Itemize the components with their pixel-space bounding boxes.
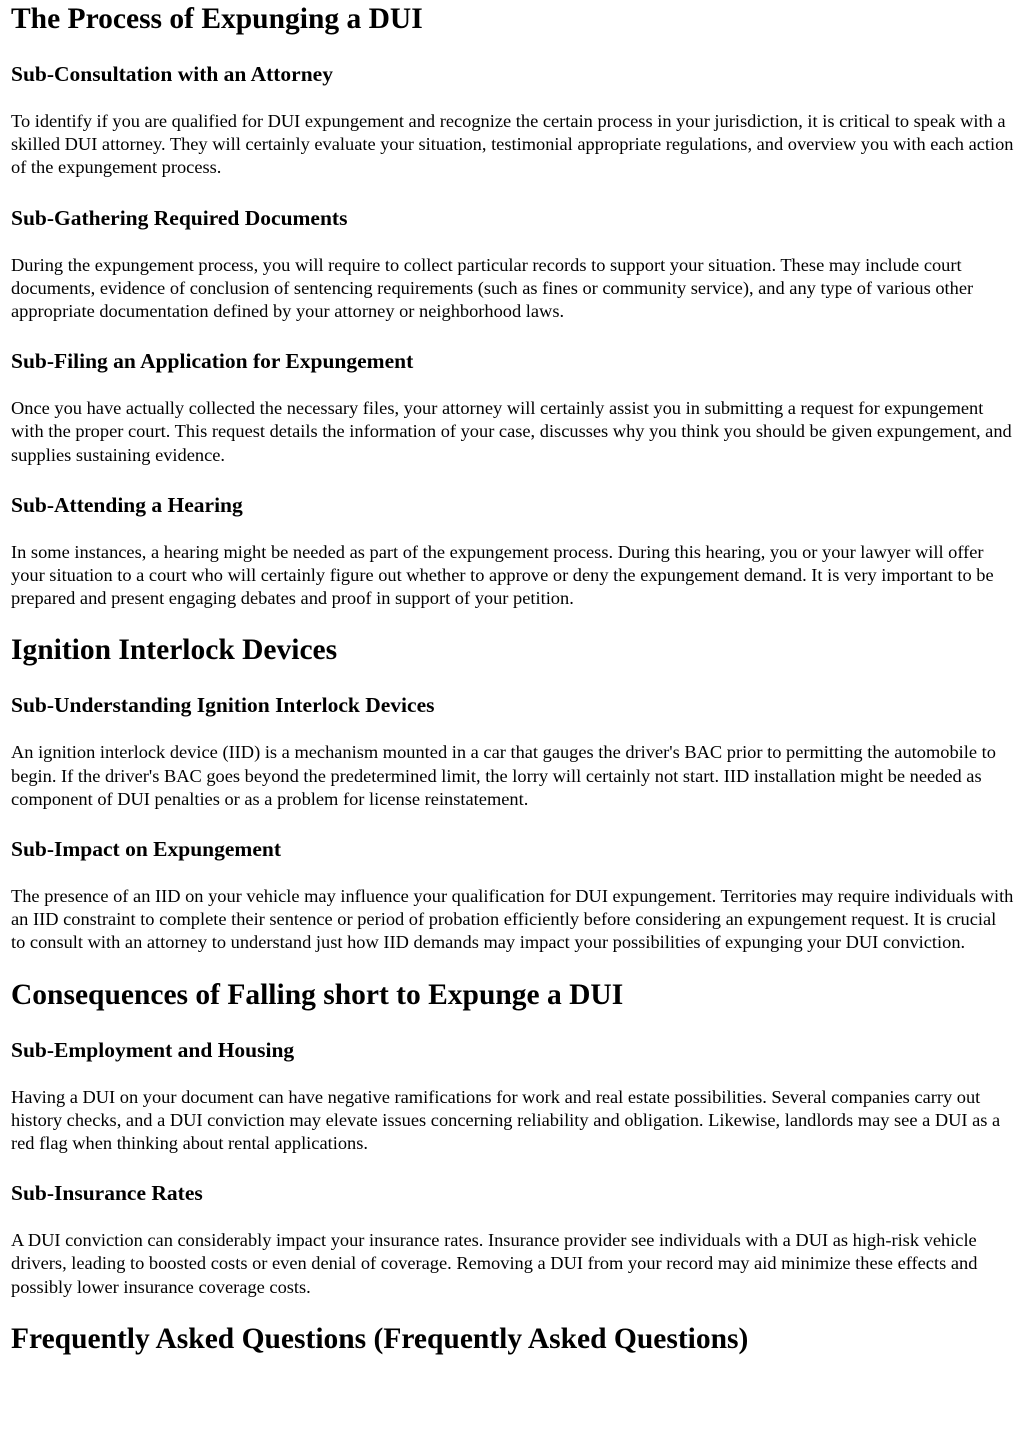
paragraph-filing-application: Once you have actually collected the necessary files, your attorney will certainly assist you in submitting a request for expungement with the proper court. This request details the information of your case, discusses why you think you should be given expungement, and supplies sustaining evidence. — [11, 398, 1012, 465]
paragraph-impact-expungement: The presence of an IID on your vehicle may influence your qualification for DUI expungement. Territories may require individuals with an IID constraint to complete their sentence or period of probation efficiently before considering an expungement request. It is crucial to consult with an attorney to understand just how IID demands may impact your possibilities of expunging your DUI conviction. — [11, 886, 1014, 953]
subheading-understanding-iid: Sub-Understanding Ignition Interlock Devices — [11, 693, 435, 718]
paragraph-gathering-documents: During the expungement process, you will require to collect particular records to support your situation. These may include court documents, evidence of conclusion of sentencing requirements (such as fines or community service), and any type of various other appropriate documentation defined by your attorney or neighborhood laws. — [11, 254, 974, 322]
article — [0, 1, 1024, 1357]
section-title-consequences: Consequences of Falling short to Expunge a DUI — [11, 978, 624, 1011]
subheading-impact-expungement: Sub-Impact on Expungement — [11, 837, 281, 862]
subheading-gathering-documents: Sub-Gathering Required Documents — [11, 205, 348, 230]
paragraph-understanding-iid: An ignition interlock device (IID) is a mechanism mounted in a car that gauges the driver's BAC prior to permitting the automobile to begin. If the driver's BAC goes beyond the predetermined limit, the lorry will certainly not start. IID installation might be needed as component of DUI penalties or as a problem for license reinstatement. — [11, 742, 996, 809]
subheading-insurance-rates: Sub-Insurance Rates — [11, 1181, 203, 1206]
section-title-faq: Frequently Asked Questions (Frequently Asked Questions) — [11, 1322, 749, 1355]
paragraph-attending-hearing: In some instances, a hearing might be needed as part of the expungement process. During this hearing, you or your lawyer will offer your situation to a court who will certainly figure out whether to approve or deny the expungement demand. It is very important to be prepared and present engaging debates and proof in support of your petition. — [11, 541, 994, 609]
section-title-ignition-interlock: Ignition Interlock Devices — [11, 634, 338, 667]
subheading-employment-housing: Sub-Employment and Housing — [11, 1037, 295, 1062]
paragraph-consultation: To identify if you are qualified for DUI expungement and recognize the certain process in your jurisdiction, it is critical to speak with a skilled DUI attorney. They will certainly evaluate your situation, testimonial appropriate regulations, and overview you with each action of the expungement process. — [11, 111, 1014, 178]
subheading-consultation: Sub-Consultation with an Attorney — [11, 62, 333, 86]
paragraph-employment-housing: Having a DUI on your document can have negative ramifications for work and real estate possibilities. Several companies carry out history checks, and a DUI conviction may elevate issues concerning reliability and obligation. Likewise, landlords may see a DUI as a red flag when thinking about rental applications. — [11, 1086, 1001, 1154]
subheading-filing-application: Sub-Filing an Application for Expungement — [11, 349, 414, 374]
paragraph-insurance-rates: A DUI conviction can considerably impact your insurance rates. Insurance provider see individuals with a DUI as high-risk vehicle drivers, leading to boosted costs or even denial of coverage. Removing a DUI from your record may aid minimize these effects and possibly lower insurance coverage costs. — [11, 1230, 978, 1297]
subheading-attending-hearing: Sub-Attending a Hearing — [11, 492, 243, 517]
section-title-expunging-process: The Process of Expunging a DUI — [11, 3, 423, 35]
